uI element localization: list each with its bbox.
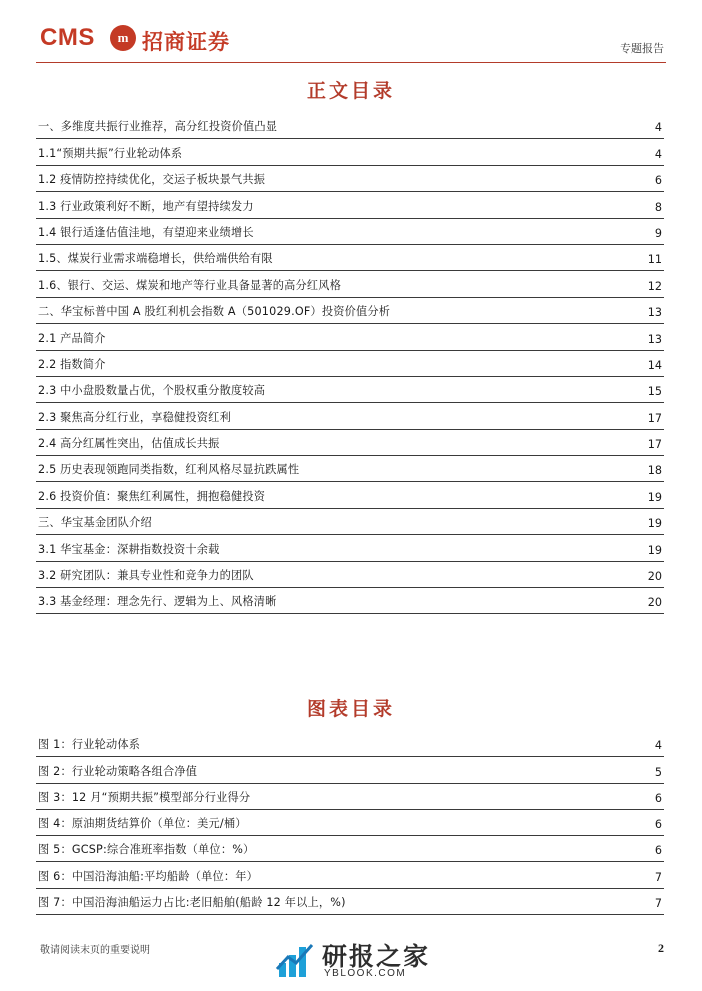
toc-entry[interactable] — [36, 562, 664, 588]
toc-entry[interactable] — [36, 245, 664, 271]
toc-title: 正文目录 — [306, 80, 395, 102]
toc-entry[interactable] — [36, 430, 664, 456]
figure-entry-text[interactable]: 图 5：GCSP:综合准班率指数（单位：%） — [38, 843, 255, 857]
figure-entry[interactable] — [36, 862, 664, 888]
toc-entry-page-number[interactable]: 15 — [647, 385, 662, 399]
toc-entry-page-number[interactable]: 11 — [647, 253, 662, 267]
toc-entry-text[interactable]: 1.6、银行、交运、煤炭和地产等行业具备显著的高分红风格 — [38, 278, 342, 292]
figure-entry-text[interactable]: 图 4：原油期货结算价（单位：美元/桶） — [38, 817, 247, 831]
toc-entry-text[interactable]: 2.3 中小盘股数量占优，个股权重分散度较高 — [38, 384, 266, 398]
toc-entry-text[interactable]: 1.2 疫情防控持续优化，交运子板块景气共振 — [38, 173, 266, 187]
toc-entry-page-number[interactable]: 19 — [647, 543, 662, 557]
toc-entry[interactable] — [36, 219, 664, 245]
toc-entry[interactable] — [36, 139, 664, 165]
toc-entry-page-number[interactable]: 13 — [647, 332, 662, 346]
toc-entry[interactable] — [36, 535, 664, 561]
toc-entry-page-number[interactable]: 19 — [647, 517, 662, 531]
logo-cms-text: CMS — [40, 24, 95, 51]
toc-entry-page-number[interactable]: 4 — [654, 147, 662, 161]
toc-entry-text[interactable]: 1.1“预期共振”行业轮动体系 — [38, 146, 183, 160]
figure-entry-text[interactable]: 图 1：行业轮动体系 — [38, 738, 141, 752]
toc-entry-page-number[interactable]: 18 — [647, 464, 662, 478]
toc-entry-text[interactable]: 1.3 行业政策利好不断，地产有望持续发力 — [38, 199, 254, 213]
toc-entry-text[interactable]: 2.5 历史表现领跑同类指数，红利风格尽显抗跌属性 — [38, 463, 300, 477]
toc-entry-text[interactable]: 2.6 投资价值：聚焦红利属性，拥抱稳健投资 — [38, 489, 266, 503]
toc-entry-page-number[interactable]: 4 — [654, 121, 662, 135]
toc-entry[interactable] — [36, 403, 664, 429]
figure-entry-page-number[interactable]: 6 — [654, 818, 662, 832]
figure-entry-page-number[interactable]: 7 — [654, 870, 662, 884]
figure-entry-page-number[interactable]: 6 — [654, 844, 662, 858]
toc-entry-page-number[interactable]: 20 — [647, 570, 662, 584]
figure-entry-text[interactable]: 图 2：行业轮动策略各组合净值 — [38, 764, 198, 778]
toc-entry-text[interactable]: 三、华宝基金团队介绍 — [38, 516, 152, 530]
figure-entry-page-number[interactable]: 7 — [654, 897, 662, 911]
toc-entry-page-number[interactable]: 13 — [647, 306, 662, 320]
figures-list — [36, 731, 664, 915]
figure-entry-page-number[interactable]: 6 — [654, 791, 662, 805]
toc-entry[interactable] — [36, 482, 664, 508]
bar-chart-icon — [274, 939, 316, 981]
toc-entry[interactable] — [36, 509, 664, 535]
figure-entry-text[interactable]: 图 6：中国沿海油船:平均船龄（单位：年） — [38, 869, 259, 883]
page-number: 2 — [658, 941, 664, 955]
footer-note: 敬请阅读末页的重要说明 — [40, 945, 150, 956]
toc-entry-text[interactable]: 3.2 研究团队：兼具专业性和竞争力的团队 — [38, 569, 254, 583]
toc-entry[interactable] — [36, 456, 664, 482]
figure-entry[interactable] — [36, 731, 664, 757]
toc-entry-page-number[interactable]: 12 — [647, 279, 662, 293]
figures-title: 图表目录 — [306, 698, 395, 720]
watermark — [274, 937, 474, 985]
toc-entry-text[interactable]: 3.1 华宝基金：深耕指数投资十余载 — [38, 542, 220, 556]
toc-entry-text[interactable]: 二、华宝标普中国 A 股红利机会指数 A（501029.OF）投资价值分析 — [38, 305, 391, 319]
toc-entry[interactable] — [36, 351, 664, 377]
toc-entry-page-number[interactable]: 17 — [647, 438, 662, 452]
figure-entry[interactable] — [36, 889, 664, 915]
figure-entry[interactable] — [36, 810, 664, 836]
toc-entry[interactable] — [36, 324, 664, 350]
figure-entry[interactable] — [36, 784, 664, 810]
toc-entry-page-number[interactable]: 19 — [647, 490, 662, 504]
page-header — [36, 22, 666, 63]
figure-entry-text[interactable]: 图 7：中国沿海油船运力占比:老旧船舶(船龄 12 年以上，%) — [38, 896, 346, 910]
toc-entry-text[interactable]: 1.5、煤炭行业需求端稳增长，供给端供给有限 — [38, 252, 273, 266]
report-type-label: 专题报告 — [620, 42, 664, 55]
toc-entry[interactable] — [36, 588, 664, 614]
toc-entry-text[interactable]: 1.4 银行适逢估值洼地，有望迎来业绩增长 — [38, 225, 254, 239]
figure-entry[interactable] — [36, 836, 664, 862]
toc-entry-page-number[interactable]: 14 — [647, 358, 662, 372]
toc-entry-text[interactable]: 一、多维度共振行业推荐，高分红投资价值凸显 — [38, 120, 278, 134]
toc-entry[interactable] — [36, 377, 664, 403]
toc-entry-page-number[interactable]: 6 — [654, 174, 662, 188]
toc-entry-text[interactable]: 2.4 高分红属性突出，估值成长共振 — [38, 437, 220, 451]
toc-entry-text[interactable]: 2.2 指数简介 — [38, 357, 106, 371]
toc-entry-page-number[interactable]: 9 — [654, 226, 662, 240]
figure-entry-page-number[interactable]: 4 — [654, 739, 662, 753]
figure-entry-page-number[interactable]: 5 — [654, 765, 662, 779]
figure-entry[interactable] — [36, 757, 664, 783]
toc-list — [36, 113, 664, 614]
toc-entry-text[interactable]: 3.3 基金经理：理念先行、逻辑为上、风格清晰 — [38, 595, 277, 609]
toc-entry-page-number[interactable]: 17 — [647, 411, 662, 425]
toc-entry-text[interactable]: 2.1 产品简介 — [38, 331, 106, 345]
toc-entry[interactable] — [36, 271, 664, 297]
toc-entry[interactable] — [36, 192, 664, 218]
watermark-url[interactable]: YBLOOK.COM — [324, 968, 407, 979]
toc-entry[interactable] — [36, 113, 664, 139]
watermark-name: 研报之家 — [322, 942, 431, 971]
logo-company-name: 招商证券 — [142, 29, 230, 54]
toc-entry[interactable] — [36, 166, 664, 192]
toc-entry-text[interactable]: 2.3 聚焦高分红行业，享稳健投资红利 — [38, 410, 231, 424]
toc-entry-page-number[interactable]: 20 — [647, 596, 662, 610]
logo-mark-icon: m — [110, 25, 136, 51]
figure-entry-text[interactable]: 图 3：12 月“预期共振”模型部分行业得分 — [38, 790, 251, 804]
toc-entry-page-number[interactable]: 8 — [654, 200, 662, 214]
toc-entry[interactable] — [36, 298, 664, 324]
